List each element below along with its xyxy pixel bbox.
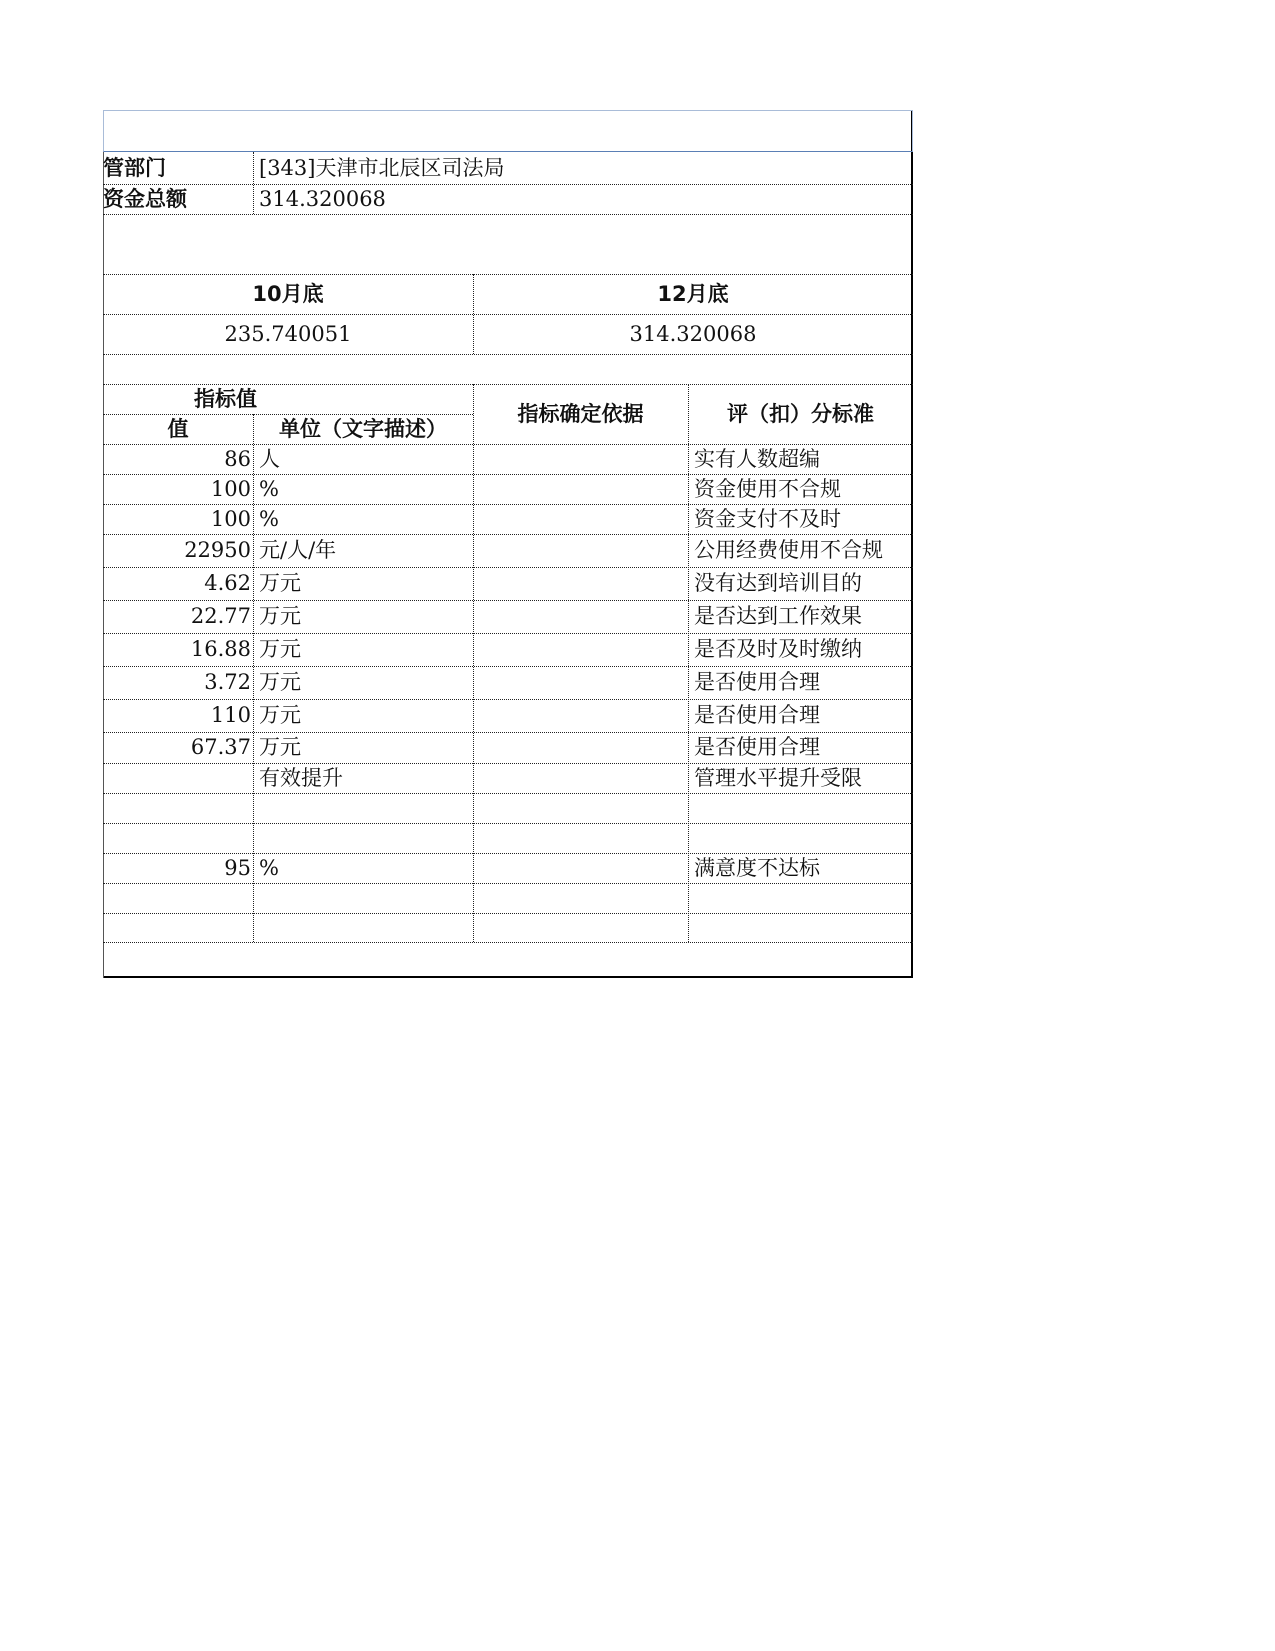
row-unit[interactable] [253, 913, 473, 942]
grid-hline [103, 504, 913, 505]
grid-hline [103, 444, 913, 445]
grid-vline [473, 384, 474, 942]
row-value[interactable]: 4.62 [204, 571, 251, 595]
grid-vline [473, 274, 474, 354]
grid-hline [103, 214, 913, 215]
row-basis[interactable] [473, 793, 688, 823]
row-value[interactable]: 100 [210, 476, 251, 501]
grid-hline [103, 314, 913, 315]
row-unit[interactable]: 有效提升 [259, 765, 343, 790]
progress-dec-value[interactable]: 314.320068 [629, 321, 757, 346]
row-criteria[interactable]: 资金支付不及时 [694, 506, 841, 531]
row-unit[interactable] [253, 823, 473, 853]
indicator-group-header: 指标值 [194, 386, 257, 411]
row-criteria[interactable] [688, 823, 913, 853]
row-criteria[interactable]: 是否使用合理 [694, 735, 820, 759]
row-criteria[interactable]: 管理水平提升受限 [694, 765, 862, 790]
row-unit[interactable]: 万元 [259, 604, 301, 628]
row-value[interactable]: 100 [210, 506, 251, 531]
row-value[interactable]: 16.88 [190, 637, 251, 661]
fund-value[interactable]: 314.320068 [259, 186, 386, 211]
grid-hline [103, 274, 913, 275]
row-unit[interactable]: % [259, 506, 279, 531]
row-unit[interactable]: % [259, 476, 279, 501]
row-basis[interactable] [473, 567, 688, 600]
row-unit[interactable]: 元/人/年 [259, 538, 337, 562]
row-unit[interactable]: 万元 [259, 670, 301, 694]
grid-hline [103, 600, 913, 601]
dept-label: 管部门 [103, 155, 166, 180]
row-basis[interactable] [473, 913, 688, 942]
dept-value[interactable]: [343]天津市北辰区司法局 [259, 155, 505, 180]
row-basis[interactable] [473, 600, 688, 633]
row-basis[interactable] [473, 883, 688, 913]
spreadsheet-page [103, 110, 913, 978]
grid-hline [103, 633, 913, 634]
grid-hline [103, 699, 913, 700]
row-basis[interactable] [473, 504, 688, 534]
row-unit[interactable] [253, 793, 473, 823]
grid-hline [103, 666, 913, 667]
row-criteria[interactable] [688, 793, 913, 823]
row-criteria[interactable]: 是否使用合理 [694, 703, 820, 727]
row-criteria[interactable] [688, 913, 913, 942]
grid-hline [103, 414, 473, 415]
progress-dec-header: 12月底 [657, 281, 729, 306]
criteria-header: 评（扣）分标准 [727, 401, 874, 426]
row-value[interactable] [103, 793, 253, 823]
row-criteria[interactable]: 满意度不达标 [694, 855, 820, 880]
row-value[interactable]: 22.77 [190, 604, 251, 628]
row-value[interactable] [103, 823, 253, 853]
grid-hline [103, 913, 913, 914]
row-criteria[interactable]: 是否及时及时缴纳 [694, 637, 862, 661]
row-unit[interactable]: 万元 [259, 637, 301, 661]
grid-hline [103, 534, 913, 535]
row-basis[interactable] [473, 853, 688, 883]
row-basis[interactable] [473, 534, 688, 567]
row-basis[interactable] [473, 699, 688, 732]
row-criteria[interactable]: 资金使用不合规 [694, 476, 841, 501]
row-value[interactable]: 3.72 [204, 670, 251, 694]
basis-header: 指标确定依据 [517, 401, 644, 426]
row-value[interactable] [103, 883, 253, 913]
value-header: 值 [167, 416, 189, 441]
grid-vline [688, 384, 689, 942]
row-unit[interactable]: 万元 [259, 571, 301, 595]
row-value[interactable]: 110 [210, 703, 251, 727]
row-criteria[interactable]: 没有达到培训目的 [694, 571, 862, 595]
row-basis[interactable] [473, 633, 688, 666]
row-unit[interactable]: 万元 [259, 735, 301, 759]
row-criteria[interactable]: 公用经费使用不合规 [694, 538, 883, 562]
grid-vline [253, 152, 254, 214]
unit-header: 单位（文字描述） [279, 416, 447, 441]
row-value[interactable]: 67.37 [190, 735, 251, 759]
row-basis[interactable] [473, 763, 688, 793]
row-value[interactable]: 86 [224, 446, 251, 471]
row-value[interactable] [103, 913, 253, 942]
row-criteria[interactable]: 是否达到工作效果 [694, 604, 862, 628]
row-value[interactable]: 22950 [184, 538, 251, 562]
grid-hline [103, 184, 913, 185]
grid-vline [253, 414, 254, 942]
grid-hline [103, 567, 913, 568]
grid-hline [103, 384, 913, 385]
grid-hline [103, 474, 913, 475]
row-basis[interactable] [473, 444, 688, 474]
row-basis[interactable] [473, 474, 688, 504]
grid-hline [103, 823, 913, 824]
row-criteria[interactable]: 是否使用合理 [694, 670, 820, 694]
progress-oct-value[interactable]: 235.740051 [224, 321, 352, 346]
row-unit[interactable] [253, 883, 473, 913]
progress-oct-header: 10月底 [252, 281, 324, 306]
grid-hline [103, 763, 913, 764]
grid-hline [103, 853, 913, 854]
row-value[interactable] [103, 763, 253, 793]
row-criteria[interactable]: 实有人数超编 [694, 446, 820, 471]
grid-hline [103, 732, 913, 733]
row-unit[interactable]: 人 [259, 446, 280, 471]
grid-hline [103, 793, 913, 794]
grid-hline [103, 354, 913, 355]
row-criteria[interactable] [688, 883, 913, 913]
row-unit[interactable]: % [259, 855, 279, 880]
grid-hline [103, 883, 913, 884]
row-basis[interactable] [473, 823, 688, 853]
row-basis[interactable] [473, 732, 688, 763]
row-basis[interactable] [473, 666, 688, 699]
grid-hline [103, 942, 913, 943]
fund-label: 资金总额 [103, 186, 187, 211]
row-value[interactable]: 95 [224, 855, 251, 880]
title-cell[interactable] [103, 110, 913, 152]
row-unit[interactable]: 万元 [259, 703, 301, 727]
